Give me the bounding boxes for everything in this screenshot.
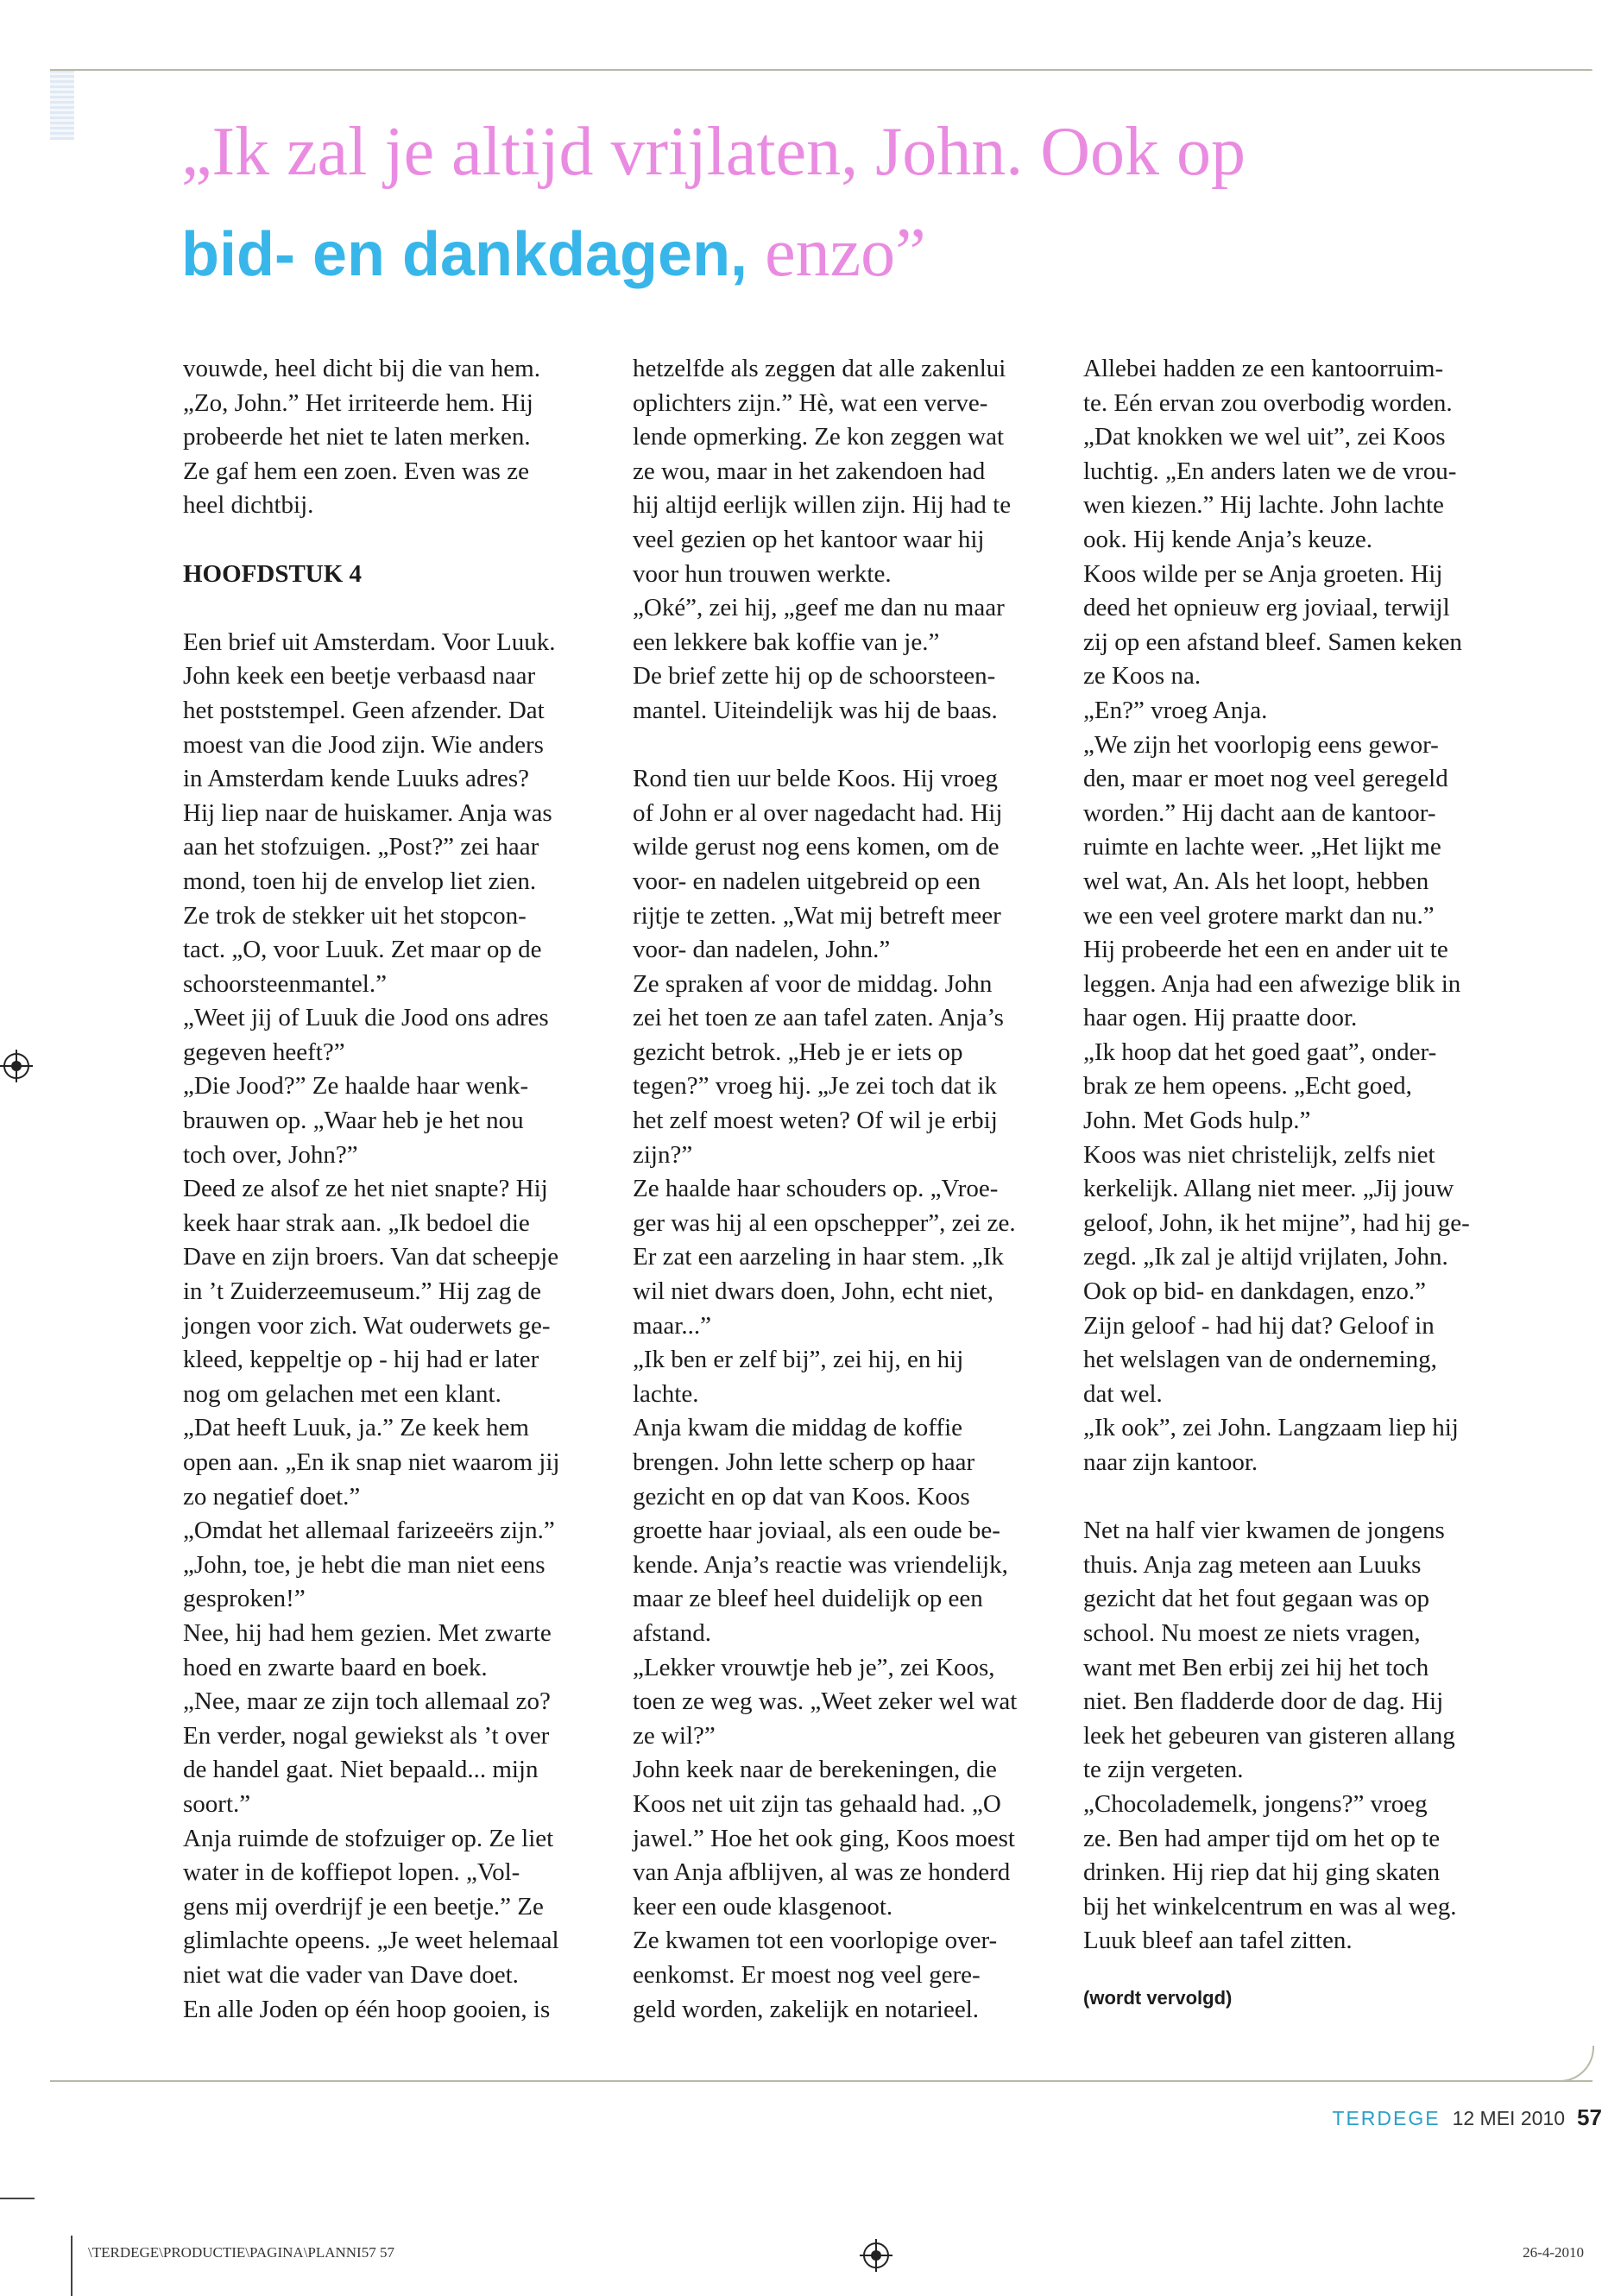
text-column-1: [183, 352, 597, 2027]
paragraph: hetzelfde als zeggen dat alle zakenlui oplichters zijn.” Hè, wat een verve- lende opmerking. Ze kon zeggen wat ze wou, maar in het zakendoen had hij altijd eerlijk willen zijn. Hij had te veel gezien op het kantoor waar hij voor hun trouwen werkte. „Oké”, zei hij, „geef me dan nu maar een lekkere bak koffie van je.” De brief zette hij op de schoorsteen- mantel. Uiteindelijk was hij de baas.: [633, 355, 1012, 724]
magazine-name: TERDEGE: [1332, 2107, 1441, 2129]
to-be-continued-note: (wordt vervolgd): [1083, 1986, 1233, 2009]
slug-date: 26-4-2010: [1523, 2244, 1584, 2261]
issue-date: 12 MEI 2010: [1452, 2107, 1565, 2129]
crop-mark: [71, 2236, 73, 2296]
paragraph-gap: [1083, 1959, 1498, 1981]
page-footer: [1332, 2104, 1602, 2134]
paragraph: vouwde, heel dicht bij die van hem. „Zo, John.” Het irriteerde hem. Hij probeerde het niet te laten merken. Ze gaf hem een zoen. Even was ze heel dichtbij.: [183, 355, 540, 520]
paragraph-gap: [1083, 1480, 1498, 1515]
page-number: 57: [1577, 2104, 1602, 2130]
crop-mark: [0, 2198, 35, 2199]
paragraph: Een brief uit Amsterdam. Voor Luuk. John keek een beetje verbaasd naar het poststempel. Geen afzender. Dat moest van die Jood zijn. Wie anders in Amsterdam kende Luuks adres? Hij liep naar de huiskamer. Anja was aan het stofzuigen. „Post?” zei haar mond, toen hij de envelop liet zien. Ze trok de stekker uit het stopcon- tact. „O, voor Luuk. Zet maar op de schoorsteenmantel.” „Weet jij of Luuk die Jood ons adres gegeven heeft?” „Die Jood?” Ze haalde haar wenk- brauwen op. „Waar heb je het nou toch over, John?” Deed ze alsof ze het niet snapte? Hij keek haar strak aan. „Ik bedoel die Dave en zijn broers. Van dat scheepje in ’t Zuiderzeemuseum.” Hij zag de jongen voor zich. Wat ouderwets ge- kleed, keppeltje op - hij had er later nog om gelachen met een klant. „Dat heeft Luuk, ja.” Ze keek hem open aan. „En ik snap niet waarom jij zo negatief doet.” „Omdat het allemaal farizeeërs zijn.” „John, toe, je hebt die man niet eens gesproken!” Nee, hij had hem gezien. Met zwarte hoed en zwarte baard en boek. „Nee, maar ze zijn toch allemaal zo? En verder, nogal gewiekst als ’t over de handel gaat. Niet bepaald... mijn soort.” Anja ruimde de stofzuiger op. Ze liet water in de koffiepot lopen. „Vol- gens mij overdrijf je een beetje.” Ze glimlachte opeens. „Je weet helemaal niet wat die vader van Dave doet. En alle Joden op één hoop gooien, is: [183, 628, 560, 2023]
top-rule: [50, 69, 1593, 71]
headline-line2-end: enzo”: [747, 215, 926, 291]
paragraph-gap: [183, 591, 597, 626]
side-color-bar: [50, 71, 74, 140]
paragraph: Allebei hadden ze een kantoorruim- te. Eén ervan zou overbodig worden. „Dat knokken we wel uit”, zei Koos luchtig. „En anders laten we de vrou- wen kiezen.” Hij lachte. John lachte ook. Hij kende Anja’s keuze. Koos wilde per se Anja groeten. Hij deed het opnieuw erg joviaal, terwijl zij op een afstand bleef. Samen keken ze Koos na. „En?” vroeg Anja. „We zijn het voorlopig eens gewor- den, maar er moet nog veel geregeld worden.” Hij dacht aan de kantoor- ruimte en lachte weer. „Het lijkt me wel wat, An. Als het loopt, hebben we een veel grotere markt dan nu.” Hij probeerde het een en ander uit te leggen. Anja had een afwezige blik in haar ogen. Hij praatte door. „Ik hoop dat het goed gaat”, onder- brak ze hem opeens. „Echt goed, John. Met Gods hulp.” Koos was niet christelijk, zelfs niet kerkelijk. Allang niet meer. „Jij jouw geloof, John, ik het mijne”, had hij ge- zegd. „Ik zal je altijd vrijlaten, John. Ook op bid- en dankdagen, enzo.” Zijn geloof - had hij dat? Geloof in het welslagen van de onderneming, dat wel. „Ik ook”, zei John. Langzaam liep hij naar zijn kantoor.: [1083, 355, 1470, 1476]
text-column-2: [633, 352, 1047, 2027]
registration-mark-icon: [3, 1053, 29, 1079]
text-column-3: [1083, 352, 1498, 2015]
paragraph: Net na half vier kwamen de jongens thuis. Anja zag meteen aan Luuks gezicht dat het fout gegaan was op school. Nu moest ze niets vragen, want met Ben erbij zei hij het toch niet. Ben fladderde door de dag. Hij leek het gebeuren van gisteren allang te zijn vergeten. „Chocolademelk, jongens?” vroeg ze. Ben had amper tijd om het op te drinken. Hij riep dat hij ging skaten bij het winkelcentrum en was al weg. Luuk bleef aan tafel zitten.: [1083, 1517, 1457, 1955]
headline-line2-bold: bid- en dankdagen,: [181, 220, 748, 289]
headline-line1: „Ik zal je altijd vrijlaten, John. Ook op: [181, 114, 1246, 190]
bottom-rule: [50, 2080, 1593, 2082]
registration-mark-icon: [863, 2242, 889, 2268]
paragraph-gap: [633, 729, 1047, 763]
chapter-heading: HOOFDSTUK 4: [183, 559, 363, 588]
slug-path: \TERDEGE\PRODUCTIE\PAGINA\PLANNI57 57: [88, 2244, 394, 2261]
paragraph-gap: [183, 523, 597, 558]
bottom-rule-corner: [1541, 2046, 1594, 2082]
paragraph: Rond tien uur belde Koos. Hij vroeg of John er al over nagedacht had. Hij wilde gerust nog eens komen, om de voor- en nadelen uitgebreid op een rijtje te zetten. „Wat mij betreft meer voor- dan nadelen, John.” Ze spraken af voor de middag. John zei het toen ze aan tafel zaten. Anja’s gezicht betrok. „Heb je er iets op tegen?” vroeg hij. „Je zei toch dat ik het zelf moest weten? Of wil je erbij zijn?” Ze haalde haar schouders op. „Vroe- ger was hij al een opschepper”, zei ze. Er zat een aarzeling in haar stem. „Ik wil niet dwars doen, John, echt niet, maar...” „Ik ben er zelf bij”, zei hij, en hij lachte. Anja kwam die middag de koffie brengen. John lette scherp op haar gezicht en op dat van Koos. Koos groette haar joviaal, als een oude be- kende. Anja’s reactie was vriendelijk, maar ze bleef heel duidelijk op een afstand. „Lekker vrouwtje heb je”, zei Koos, toen ze weg was. „Weet zeker wel wat ze wil?” John keek naar de berekeningen, die Koos net uit zijn tas gehaald had. „O jawel.” Hoe het ook ging, Koos moest van Anja afblijven, al was ze honderd keer een oude klasgenoot. Ze kwamen tot een voorlopige over- eenkomst. Er moest nog veel gere- geld worden, zakelijk en notarieel.: [633, 765, 1018, 2023]
pull-quote-headline: [181, 110, 1476, 312]
